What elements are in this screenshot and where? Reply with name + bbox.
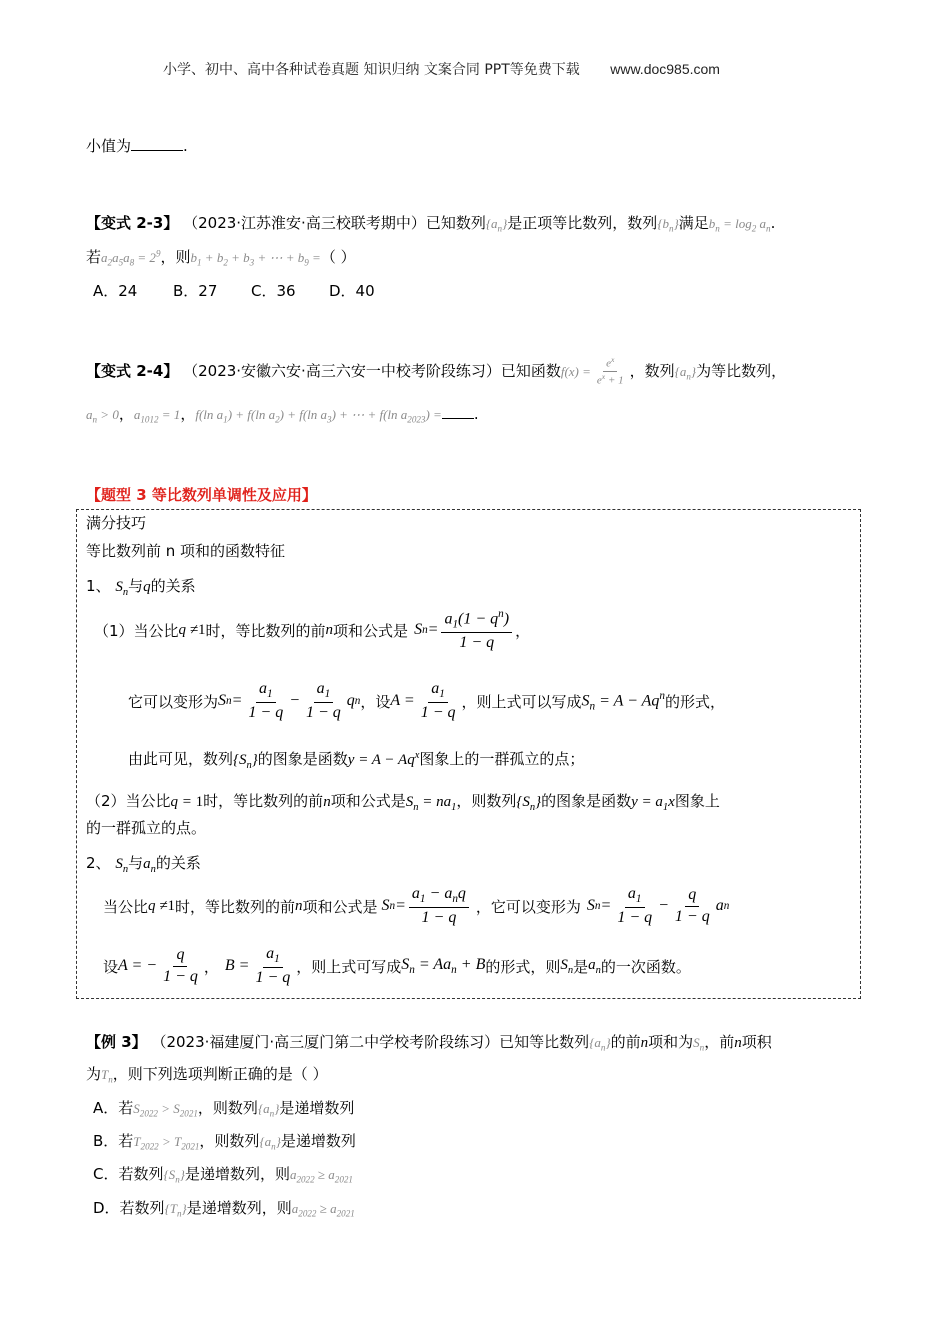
tips-subtitle: 等比数列前 n 项和的函数特征 bbox=[86, 542, 286, 560]
variant-source: （2023·江苏淮安·高三校联考期中） bbox=[183, 214, 426, 232]
formula-sn-aaq: $S_n = A - Aq^n$ bbox=[581, 689, 665, 713]
tips-para-6: 设 A = − $\frac{q}{1 - q}$ ， B = $\frac{a_1}{1 - q}$ ，则上式可写成 $S_n = Aa_n + B$ 的形式，则 $S_n$ 是 $a_n$ 的一次函数。 bbox=[103, 945, 691, 987]
math-an: $\{a_n\}$ bbox=[674, 363, 697, 382]
math-a1012: $a_{1012} = 1$ bbox=[133, 407, 181, 425]
tips-para-2: 它可以变形为 S n = $\frac{a_1}{1 - q}$ − $\frac{a_1}{1 - q}$ q n ，设 A = $\frac{a_1}{1 - q}$ ，则上式可以写成 $S_n = A - Aq^n$ 的形式， bbox=[128, 680, 725, 722]
tips-heading-1: 1、 $S_n$与q的关系 bbox=[86, 577, 196, 598]
math-sum: $b_1 + b_2 + b_3$ + ⋯ + $b_9$ = bbox=[190, 250, 321, 268]
math-product: $a_2a_5a_8 = 2^9$ bbox=[101, 248, 161, 268]
math-an-positive: $a_n > 0$ bbox=[86, 407, 119, 425]
tips-para-4b: 的一群孤立的点。 bbox=[86, 819, 207, 837]
formula-a-neg: A = − $\frac{q}{1 - q}$ bbox=[118, 946, 198, 985]
variant-2-4-line1: 【变式 2-4】 （2023·安徽六安·高三六安一中校考阶段练习）已知函数f(x) = $\frac{e^x}{e^x + 1}$ ，数列$\{a_n\}$为等比数列， bbox=[86, 355, 787, 387]
example-source: （2023·福建厦门·高三厦门第二中学校考阶段练习） bbox=[151, 1033, 500, 1051]
example-option-b[interactable]: B．若$T_{2022} > T_{2021}$，则数列$\{a_n\}$是递增数列 bbox=[93, 1132, 356, 1152]
tips-title: 满分技巧 bbox=[86, 514, 147, 532]
math-fx: f(x) = $\frac{e^x}{e^x + 1}$ bbox=[560, 355, 624, 387]
tips-para-3: 由此可见，数列$\{S_n\}$的图象是函数$y = A - Aq^x$图象上的一群孤立的点； bbox=[128, 750, 585, 771]
variant-tag: 【变式 2-3】 bbox=[86, 214, 179, 232]
formula-sn: S n = $\frac{a_1(1 - q^n)}{1 - q}$ bbox=[414, 608, 515, 653]
intro-line: 小值为 . bbox=[86, 137, 188, 155]
option-b[interactable]: B．27 bbox=[173, 282, 218, 300]
variant-source: （2023·安徽六安·高三六安一中校考阶段练习） bbox=[183, 361, 501, 380]
tips-heading-2: 2、 $S_n$与$a_n$的关系 bbox=[86, 854, 201, 875]
variant-2-3-options bbox=[93, 280, 375, 301]
example-3-line2: 为$T_n$，则下列选项判断正确的是（ ） bbox=[86, 1065, 328, 1085]
header-text: 小学、初中、高中各种试卷真题 知识归纳 文案合同 PPT等免费下载 bbox=[163, 62, 580, 78]
formula-sn-an: S n = $\frac{a_1 - a_nq}{1 - q}$ bbox=[382, 885, 472, 927]
example-option-a[interactable]: A．若$S_{2022} > S_{2021}$，则数列$\{a_n\}$是递增数列 bbox=[93, 1099, 355, 1119]
answer-blank bbox=[131, 136, 183, 151]
formula-sn-an-transform: S n = $\frac{a_1}{1 - q}$ − $\frac{q}{1 - q}$ a n bbox=[586, 885, 730, 927]
option-c[interactable]: C．36 bbox=[251, 282, 296, 300]
tips-para-1: （1）当公比 q ≠ 1 时，等比数列的前 n 项和公式是 S n = $\frac{a_1(1 - q^n)}{1 - q}$ ， bbox=[94, 608, 531, 652]
section-title: 【题型 3 等比数列单调性及应用】 bbox=[86, 486, 317, 504]
math-bn-def: $b_n = \log_2 a_n$ bbox=[708, 216, 771, 234]
example-tag: 【例 3】 bbox=[86, 1033, 147, 1051]
math-f-sum: f(ln $a_1) + f(\ln$ $a_2) + f(\ln$ $a_3$) + ⋯ + f(ln $a_{2023}$) = bbox=[195, 407, 442, 425]
formula-b: B = $\frac{a_1}{1 - q}$ bbox=[224, 945, 291, 987]
example-option-c[interactable]: C．若数列$\{S_n\}$是递增数列，则$a_{2022} \ge a_{2021}$ bbox=[93, 1165, 353, 1185]
variant-2-4-line2: $a_n > 0$，$a_{1012} = 1$，f(ln $a_1) + f(\ln$ $a_2) + f(\ln$ $a_3$) + ⋯ + f(ln $a_{2023}$) = . bbox=[86, 405, 479, 425]
example-option-d[interactable]: D．若数列$\{T_n\}$是递增数列，则$a_{2022} \ge a_{2021}$ bbox=[93, 1199, 355, 1219]
variant-2-3-line2: 若$a_2a_5a_8 = 2^9$，则$b_1 + b_2 + b_3$ + ⋯ + $b_9$ =（ ） bbox=[86, 248, 356, 268]
math-bn: $\{b_n\}$ bbox=[657, 216, 679, 234]
answer-blank bbox=[442, 404, 474, 419]
header-url[interactable]: www.doc985.com bbox=[610, 61, 720, 77]
variant-2-3-line1: 【变式 2-3】 （2023·江苏淮安·高三校联考期中）已知数列$\{a_n\}$是正项等比数列，数列$\{b_n\}$满足$b_n = \log_2 a_n$. bbox=[86, 214, 776, 234]
math-an: $\{a_n\}$ bbox=[485, 216, 508, 234]
page-header bbox=[163, 59, 720, 79]
variant-tag: 【变式 2-4】 bbox=[86, 361, 179, 380]
tips-para-5: 当公比 q ≠ 1 时，等比数列的前 n 项和公式是 S n = $\frac{a_1 - a_nq}{1 - q}$ ，它可以变形为 S n = $\frac{a_1}{1 - q}$ − $\frac{q}{1 - q}$ a n bbox=[103, 885, 730, 927]
tips-para-4: （2）当公比q = 1时，等比数列的前n项和公式是$S_n = na_1$，则数列$\{S_n\}$的图象是函数$y = a_1x$图象上 bbox=[86, 792, 720, 813]
option-a[interactable]: A．24 bbox=[93, 282, 138, 300]
option-d[interactable]: D．40 bbox=[329, 282, 375, 300]
example-3-line1: 【例 3】 （2023·福建厦门·高三厦门第二中学校考阶段练习）已知等比数列$\{a_n\}$的前n项和为$S_n$，前n项积 bbox=[86, 1033, 772, 1053]
formula-sn-transform: S n = $\frac{a_1}{1 - q}$ − $\frac{a_1}{1 - q}$ q n bbox=[218, 680, 361, 722]
formula-a: A = $\frac{a_1}{1 - q}$ bbox=[390, 680, 456, 722]
